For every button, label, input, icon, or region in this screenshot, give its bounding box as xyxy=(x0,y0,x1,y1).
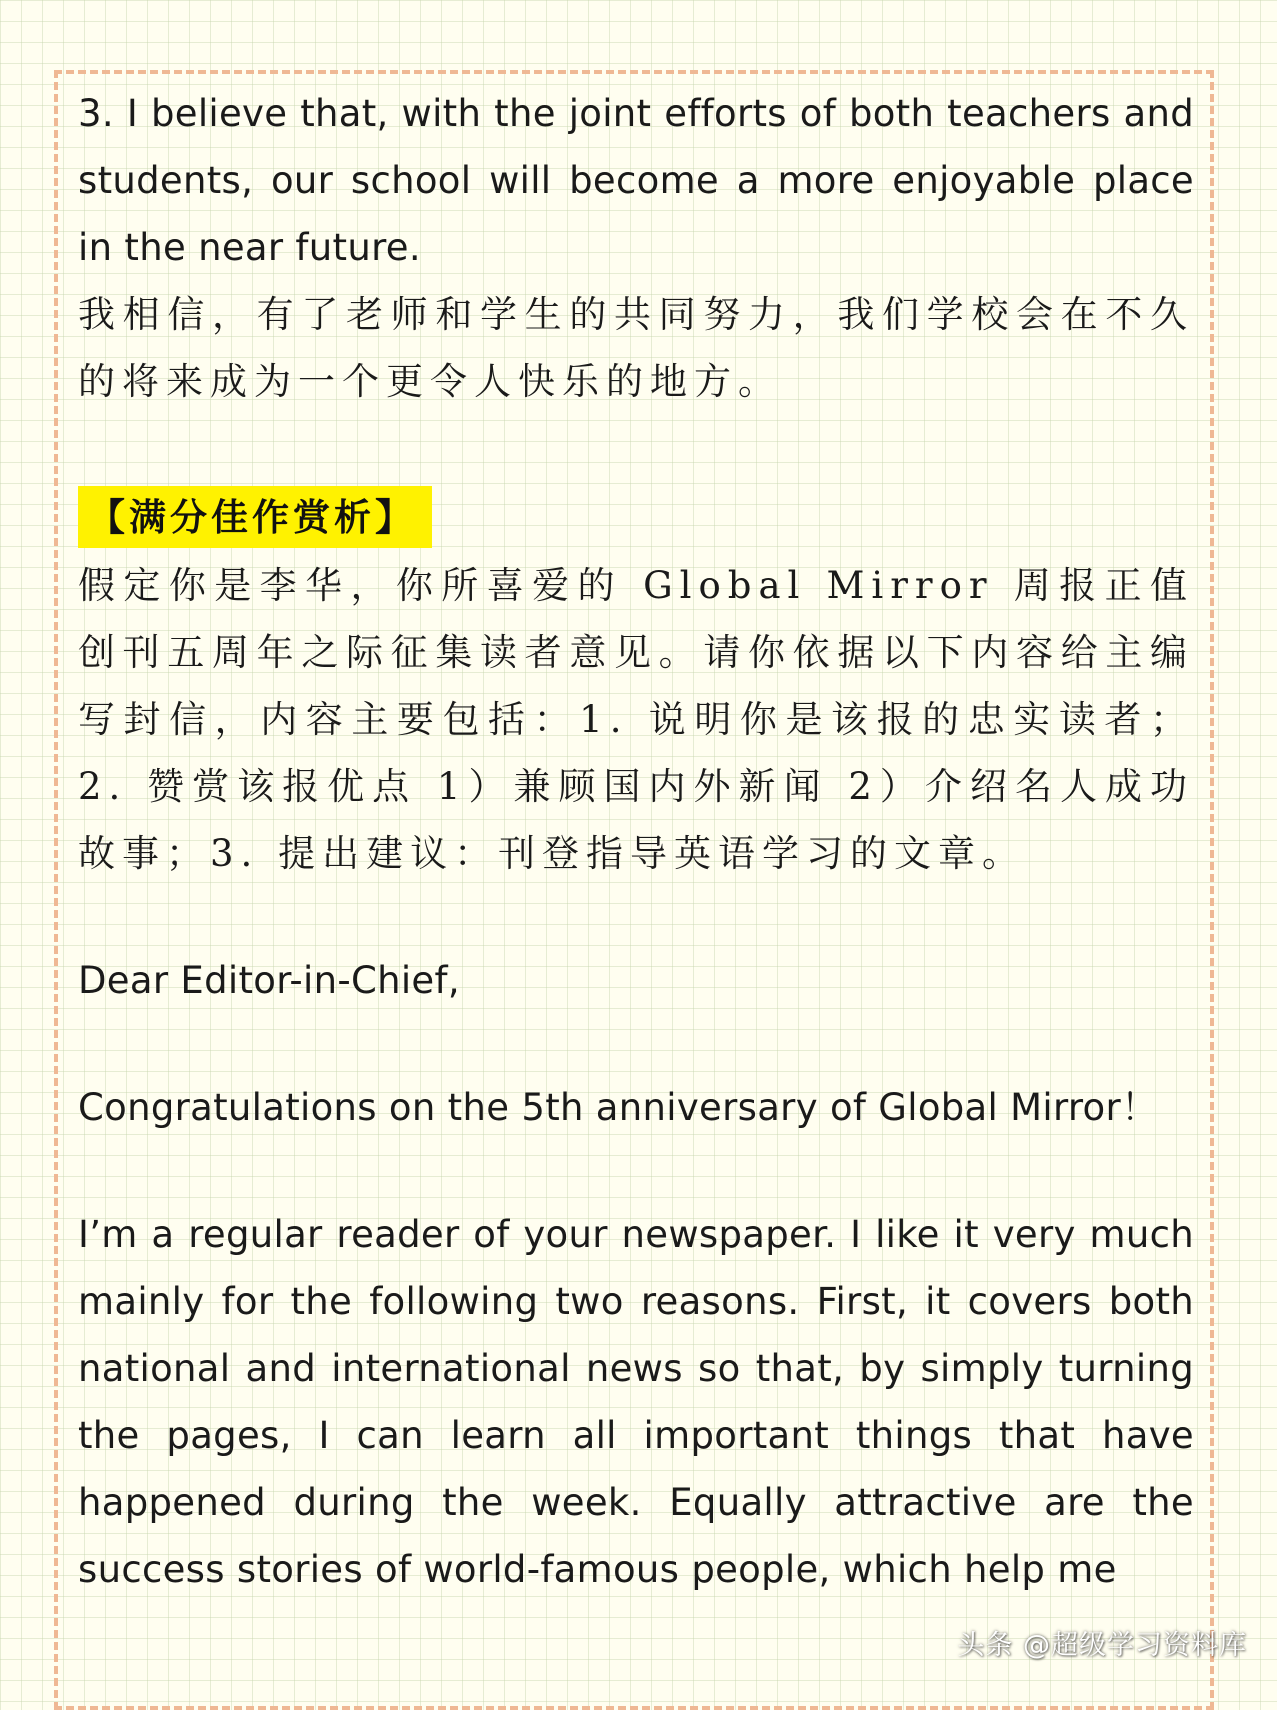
letter-body-paragraph: I’m a regular reader of your newspaper. I like it very much mainly for the following two reasons. First, it covers both national and international news so that, by simply turning the pages, I can learn all important things that have happened during the week. Equally attractive are the success stories of world-famous people, which help me xyxy=(78,1213,1194,1591)
sentence-3-english: 3. I believe that, with the joint efforts of both teachers and students, our school will become a more enjoyable place in the near future. xyxy=(78,92,1194,269)
letter-salutation: Dear Editor-in-Chief, xyxy=(78,959,460,1002)
spacer xyxy=(78,1014,1194,1074)
watermark: 头条 @超级学习资料库 xyxy=(957,1630,1247,1661)
letter-congratulations: Congratulations on the 5th anniversary of Global Mirror！ xyxy=(78,1086,1159,1129)
article-content xyxy=(78,80,1194,1603)
sentence-3-chinese: 我相信，有了老师和学生的共同努力，我们学校会在不久的将来成为一个更令人快乐的地方。 xyxy=(78,293,1194,403)
writing-prompt: 假定你是李华，你所喜爱的 Global Mirror 周报正值创刊五周年之际征集读者意见。请你依据以下内容给主编写封信，内容主要包括：1. 说明你是该报的忠实读者；2. 赞赏该报优点 1）兼顾国内外新闻 2）介绍名人成功故事；3. 提出建议：刊登指导英语学习的文章。 xyxy=(78,564,1194,875)
spacer xyxy=(78,887,1194,947)
spacer xyxy=(78,1141,1194,1201)
analysis-heading: 【满分佳作赏析】 xyxy=(78,486,432,548)
analysis-heading-row xyxy=(78,482,1194,552)
spacer xyxy=(78,415,1194,482)
